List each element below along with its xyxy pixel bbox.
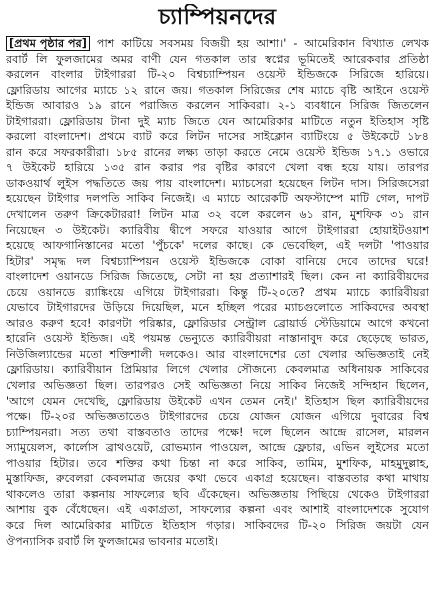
article-line: পাওয়ার হিটার। তবে শক্তির কথা চিন্তা না করে সাকিব, তামিম, মুশফিক, মাহমুদুল্লাহ, (6, 456, 429, 470)
article-line: ডাকওয়ার্থ লুইস পদ্ধতিতে জয় পায় বাংলাদেশ। ম্যাচসেরা হয়েছেন লিটন দাস। সিরিজসেরা (6, 176, 429, 190)
article-line: ঔপন্যাসিক রবার্ট লি ফুলজামের ভাবনার মতোই। (6, 534, 219, 548)
article-line: স্যামুয়েলস, কার্লোস ব্রাথওয়েট, রোভম্যান পাওয়েল, আন্দ্রে ফ্লেচার, এভিন লুইসের মতো (6, 441, 429, 455)
article-line: হিটার' সমৃদ্ধ দল বিশ্বচ্যাম্পিয়ন ওয়েস্ট ইন্ডিজকে বোকা বানিয়ে দেবে তাদের ঘরে! (6, 254, 429, 268)
article-line: করে দিল আমেরিকার মাটিতে ইতিহাস গড়ার। সাকিবদের টি-২০ সিরিজ জয়টা যেন (6, 518, 429, 532)
article-line: দেখালেন তরুণ ক্রিকেটাররা! লিটন মাত্র ৩২ বলে করলেন ৬১ রান, মুশফিক ৩১ রান (6, 208, 429, 222)
article-line: যেভাবে টাইগারদের উড়িয়ে দিয়েছিল, মনে হচ্ছিল পরের ম্যাচগুলোতে সাকিবদের অবস্থা (6, 301, 429, 315)
article-line: বাংলাদেশ ওয়ানডে সিরিজ জিতেছে, সেটা না হয় প্রত্যাশারই ছিল। কেন না ক্যারিবীয়দের (6, 270, 429, 284)
article-line: 'আগে যেমন দেখেছি, ফ্লোরিডায় উইকেট এখন তেমন নেই।' ইতিহাস ছিল ক্যারিবীয়দের (6, 394, 429, 408)
article-line: আশায় বুক বেঁধেছেন। এই একাগ্রতা, সাফল্যের কল্পনা এবং আশাই বাংলাদেশকে সুযোগ (6, 503, 429, 517)
continued-from-page-tag: [প্রথম পৃষ্ঠার পর] (6, 36, 90, 51)
article-line: ইন্ডিজ আবারও ১৯ রানে পরাজিত করলেন সাকিবরা। ২-১ ব্যবধানে সিরিজ জিতলেন (6, 99, 429, 113)
article-line: করলো বাংলাদেশ। প্রথমে ব্যাট করে লিটন দাসের সাইক্লোন ব্যাটিংয়ে ৫ উইকেটে ১৮৪ (6, 130, 429, 144)
article-line: নিয়েছেন ৩ উইকেট। ক্যারিবীয় দ্বীপে সফরে যাওয়ার আগে টাইগাররা হোয়াইটওয়াশ (6, 223, 429, 237)
article-headline: চ্যাম্পিয়নদের (158, 5, 277, 30)
first-line-text: পাশ কাটিয়ে সবসময় বিজয়ী হয় আশা।' - আমেরিকান বিখ্যাত লেখক (89, 37, 429, 50)
article-line: হয়েছেন টাইগার দলপতি সাকিব নিজেই। এ ম্যাচে আরেকটি অফস্টাম্পে মাটি গেল, দাপট (6, 192, 429, 206)
article-line: রান করে সফরকারীরা। ১৮৫ রানের লক্ষ্য তাড়া করতে নেমে ওয়েস্ট ইন্ডিজ ১৭.১ ওভারে (6, 145, 429, 159)
article-line: থাকলেও তারা কল্পনায় সাফল্যের ছবি এঁকেছেন। অভিজ্ঞতায় পিছিয়ে থেকেও টাইগাররা (6, 487, 429, 501)
article-line: চেয়ে ওয়ানডে র‌্যাঙ্কিংয়ে এগিয়ে টাইগাররা। কিন্তু টি-২০তে? প্রথম ম্যাচে ক্যারিবীয়রা (6, 285, 429, 299)
article-line: ফ্লোরিডায় আগের ম্যাচে ১২ রানে জয়। গতকাল সিরিজের শেষ ম্যাচে বৃষ্টি আইনে ওয়েস্ট (6, 83, 429, 97)
article-line: নিউজিল্যান্ডের মতো শক্তিশালী দলকেও। আর বাংলাদেশের তো খেলার অভিজ্ঞতাই নেই (6, 347, 429, 361)
article-line: হারেনি ওয়েস্ট ইন্ডিজ। এই পয়মন্ত ভেন্যুতে ক্যারিবীয়রা নাস্তানাবুদ করে ছেড়েছে ভারত, (6, 332, 429, 346)
article-line: ফ্লোরিডায়। ক্যারিবীয়ান প্রিমিয়ার লিগে খেলার সৌজন্যে কেবলমাত্র অধিনায়ক সাকিবের (6, 363, 429, 377)
article-line: করলেন বাংলার টাইগাররা টি-২০ বিশ্বচ্যাম্পিয়ন ওয়েস্ট ইন্ডিজকে সিরিজে হারিয়ে। (6, 68, 429, 82)
article-line: মুস্তাফিজ, রুবেলরা কেবলমাত্র জয়ের কথা ভেবে একাগ্র হয়েছেন। বাস্তবতার কথা মাথায় (6, 472, 429, 486)
article-line: পক্ষে। টি-২০র অভিজ্ঞতাতেও টাইগারদের চেয়ে যোজন যোজন এগিয়ে দুবারের বিশ্ব (6, 410, 429, 424)
article-line: ৭ উইকেট হারিয়ে ১৩৫ রান করার পর বৃষ্টির কারণে খেলা বন্ধ হয়ে যায়। তারপর (6, 161, 429, 175)
article-line: টাইগাররা। ফ্লোরিডায় টানা দুই ম্যাচ জিতে যেন আমেরিকার মাটিতে নতুন ইতিহাস সৃষ্টি (6, 114, 429, 128)
article-first-line (6, 36, 429, 52)
article-line: আরও করুণ হবে! কারণটা পরিষ্কার, ফ্লোরিডার সেন্ট্রাল ব্রোয়ার্ড স্টেডিয়ামে আগে কখনো (6, 316, 429, 330)
article-line: হয়েছে আফগানিস্তানের মতো 'পুঁচকে' দলের কাছে। কে ভেবেছিল, এই দলটা 'পাওয়ার (6, 239, 429, 253)
article-line: চ্যাম্পিয়নরা। সত্য তথা বাস্তবতাও তাদের পক্ষে! দলে ছিলেন আন্দ্রে রাসেল, মারলন (6, 425, 429, 439)
article-line: রবার্ট লি ফুলজামের অমর বাণী যেন গতকাল তার স্বপ্নের ভূমিতেই আরেকবার প্রতিষ্ঠা (6, 52, 429, 66)
article-body (6, 36, 429, 549)
article-line: খেলার অভিজ্ঞতা ছিল। তারপরও সেই অভিজ্ঞতা নিয়ে সাকিব নিজেই সন্দিহান ছিলেন, (6, 379, 429, 393)
